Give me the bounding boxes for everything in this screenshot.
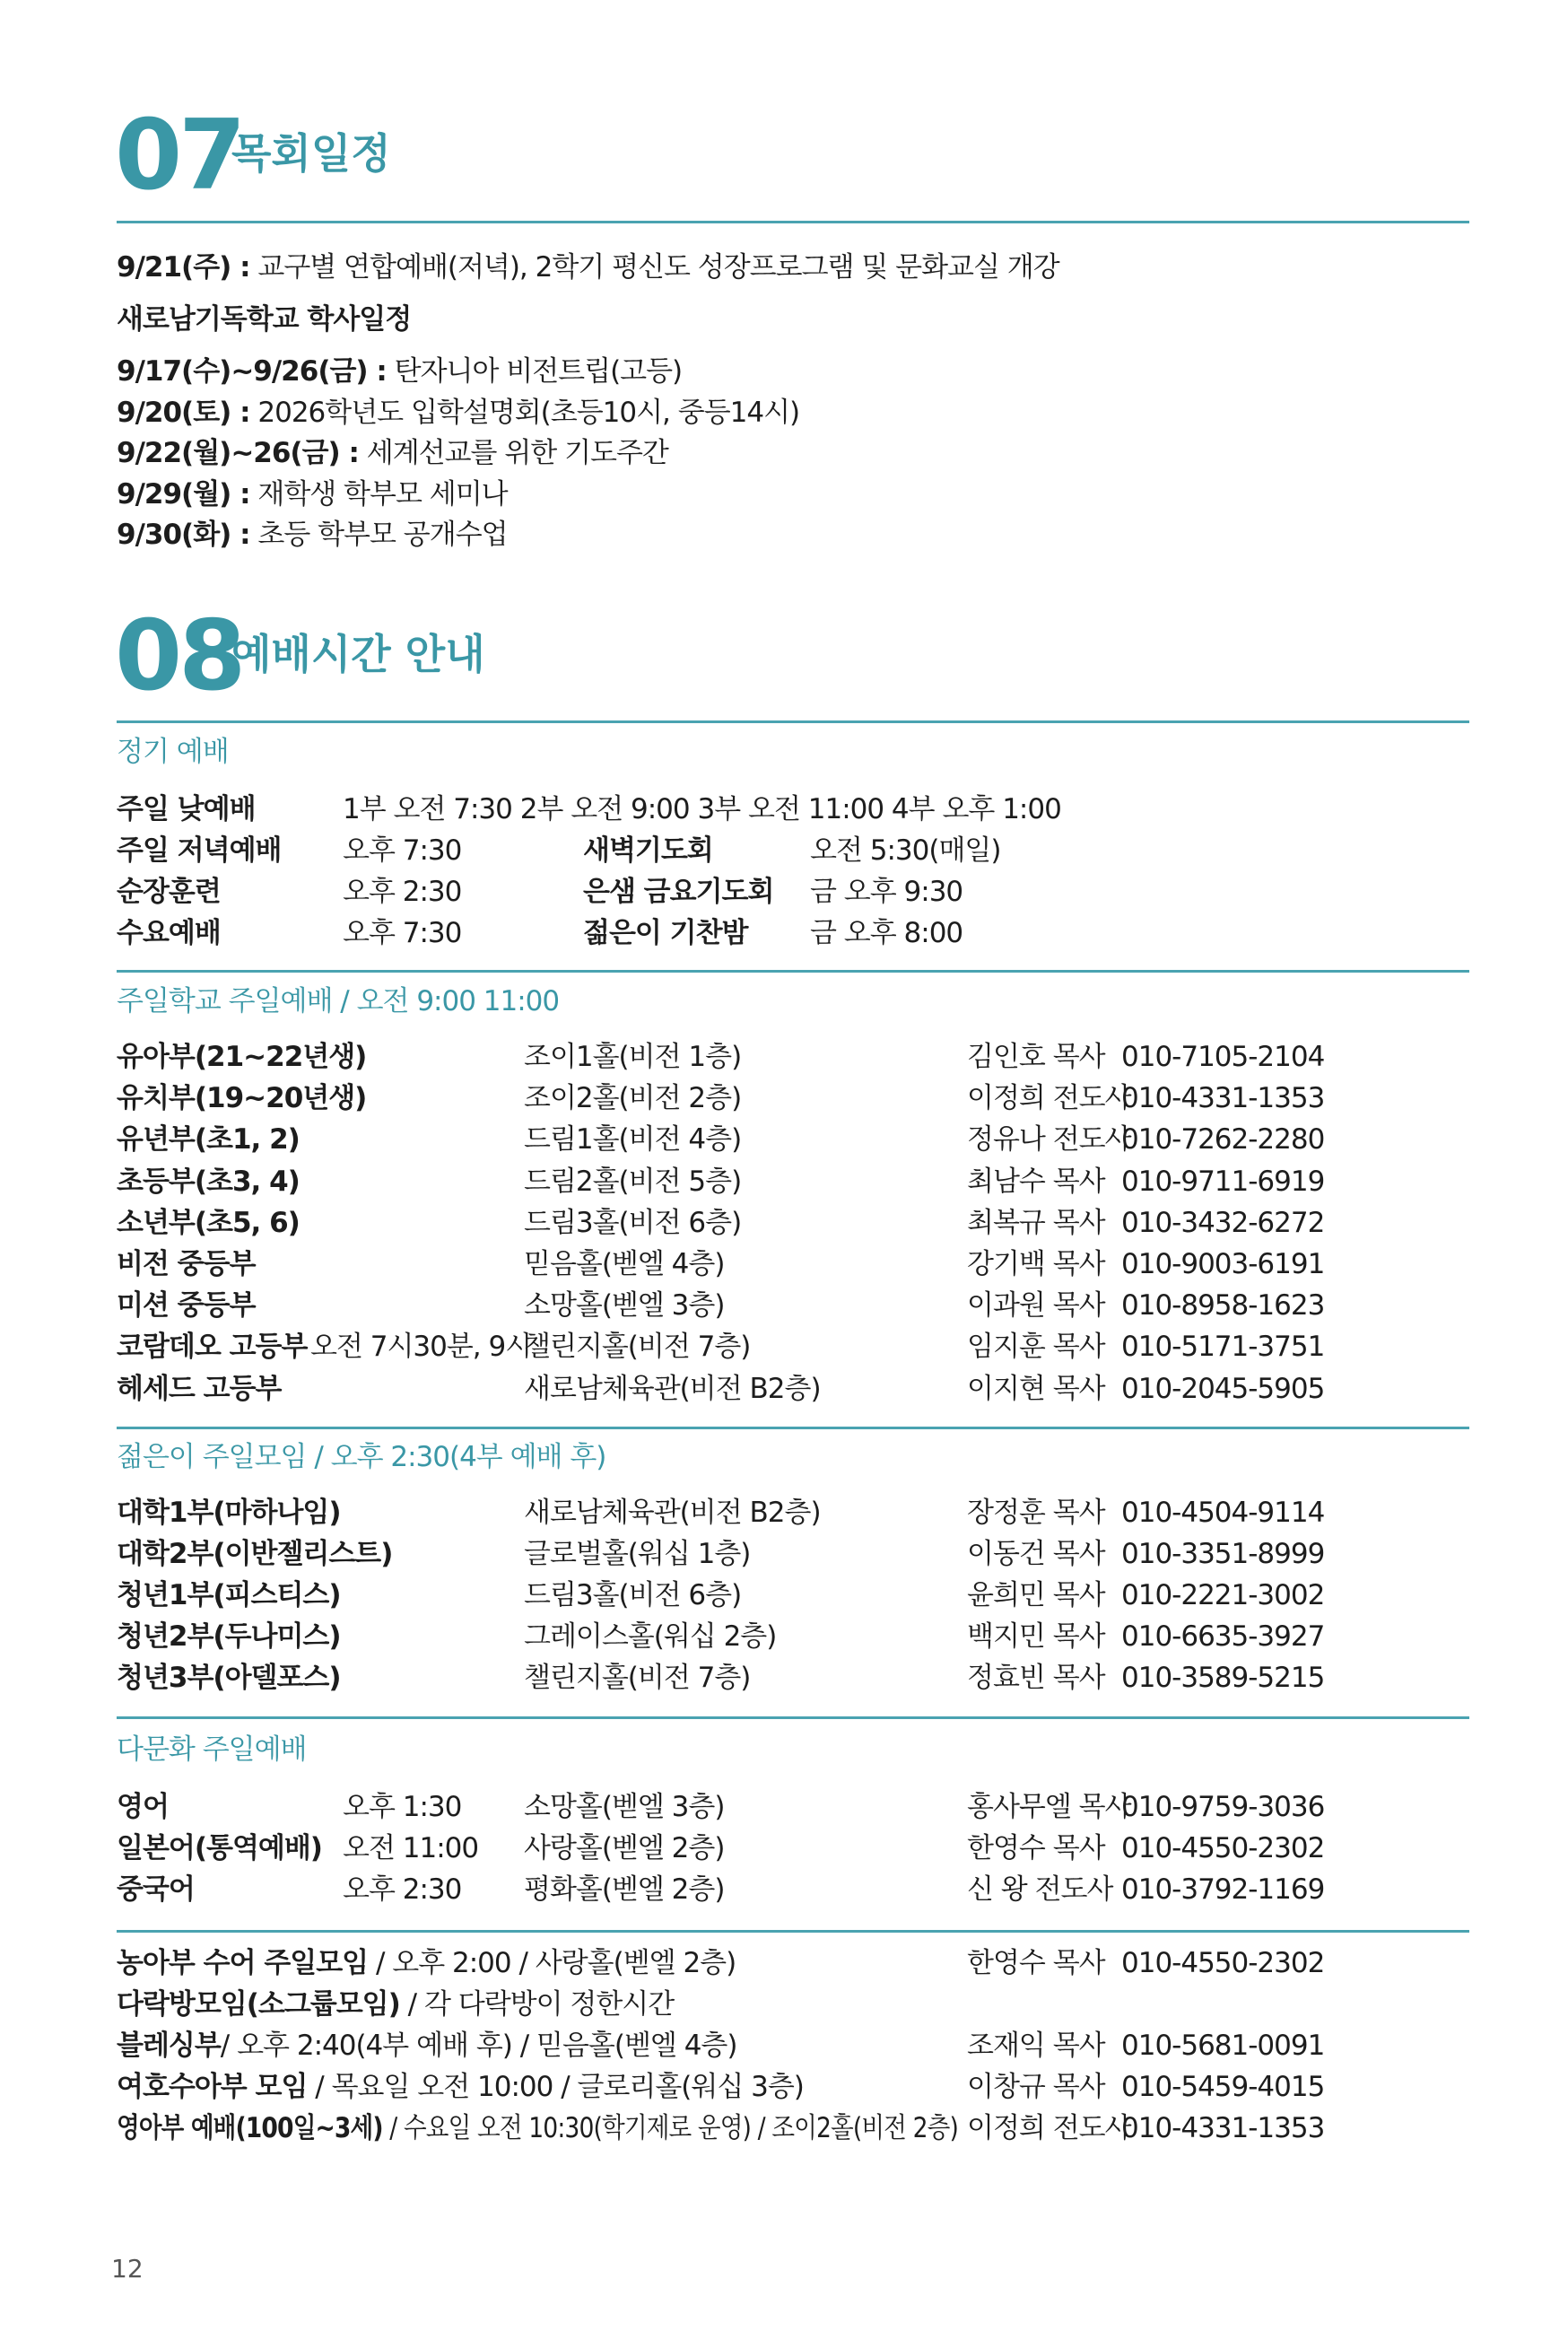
dept-place: 조이2홀(비전 2층) xyxy=(524,1082,742,1115)
dept-place: 믿음홀(벧엘 4층) xyxy=(524,1248,725,1280)
schedule-date: 9/21(주) : xyxy=(117,251,250,284)
dept-contact: 조재익 목사 xyxy=(967,2030,1105,2062)
dept-phone: 010-7105-2104 xyxy=(1121,1041,1325,1073)
event-date: 9/29(월) : xyxy=(117,477,250,511)
dept-contact: 백지민 목사 xyxy=(967,1620,1105,1653)
dept-phone: 010-5459-4015 xyxy=(1121,2071,1325,2103)
worship-name: 주일 낮예배 xyxy=(117,793,256,825)
sunday-school-label: 주일학교 주일예배 / 오전 9:00 11:00 xyxy=(117,985,560,1017)
divider xyxy=(117,221,1469,223)
divider xyxy=(117,1716,1469,1719)
dept-name: 유년부(초1, 2) xyxy=(117,1123,300,1157)
meeting-detail: / 오후 2:40(4부 예배 후) / 믿음홀(벧엘 4층) xyxy=(220,2030,737,2062)
meeting-detail: / 각 다락방이 정한시간 xyxy=(399,1988,675,2021)
worship-name: 수요예배 xyxy=(117,917,221,949)
meeting-name: 여호수아부 모임 xyxy=(117,2071,308,2103)
school-event xyxy=(117,476,508,512)
dept-name: 청년3부(아델포스) xyxy=(117,1662,341,1694)
worship-time: 오후 7:30 xyxy=(343,917,462,949)
worship-time: 1부 오전 7:30 2부 오전 9:00 3부 오전 11:00 4부 오후 1:00 xyxy=(343,793,1061,825)
event-date: 9/30(화) : xyxy=(117,519,250,551)
dept-place: 평화홀(벧엘 2층) xyxy=(524,1873,725,1906)
dept-phone: 010-4331-1353 xyxy=(1121,1082,1325,1115)
dept-name: 청년2부(두나미스) xyxy=(117,1620,341,1653)
section-07-title: 목회일정 xyxy=(231,129,391,178)
dept-contact: 임지훈 목사 xyxy=(967,1331,1105,1364)
worship-name: 은샘 금요기도회 xyxy=(583,876,774,908)
dept-name: 대학1부(마하나임) xyxy=(117,1497,341,1529)
dept-contact: 이지현 목사 xyxy=(967,1372,1105,1405)
divider xyxy=(117,1930,1469,1933)
worship-time: 오후 2:30 xyxy=(343,1873,462,1906)
dept-contact: 이정희 전도사 xyxy=(967,1082,1131,1115)
dept-time: 오전 7시30분, 9시 xyxy=(310,1331,532,1364)
event-text: 재학생 학부모 세미나 xyxy=(249,477,508,511)
school-event xyxy=(117,517,508,553)
dept-contact: 이과원 목사 xyxy=(967,1289,1105,1323)
worship-name: 새벽기도회 xyxy=(583,834,713,867)
dept-phone: 010-3351-8999 xyxy=(1121,1538,1325,1570)
dept-phone: 010-4504-9114 xyxy=(1121,1497,1325,1529)
event-text: 초등 학부모 공개수업 xyxy=(249,519,508,551)
dept-phone: 010-8958-1623 xyxy=(1121,1289,1325,1323)
worship-time: 오후 2:30 xyxy=(343,876,462,908)
dept-name: 헤세드 고등부 xyxy=(117,1372,282,1405)
dept-phone: 010-6635-3927 xyxy=(1121,1620,1325,1653)
dept-place: 글로벌홀(워십 1층) xyxy=(524,1538,751,1570)
dept-place: 드림3홀(비전 6층) xyxy=(524,1206,742,1239)
event-text: 2026학년도 입학설명회(초등10시, 중등14시) xyxy=(249,396,800,429)
meeting-name: 농아부 수어 주일모임 xyxy=(117,1947,369,1979)
dept-contact: 홍사무엘 목사 xyxy=(967,1791,1131,1823)
dept-contact: 정유나 전도사 xyxy=(967,1123,1131,1157)
multicultural-label: 다문화 주일예배 xyxy=(117,1733,307,1766)
school-heading: 새로남기독학교 학사일정 xyxy=(117,303,412,336)
meeting-info xyxy=(117,1986,674,2022)
dept-phone: 010-3432-6272 xyxy=(1121,1206,1325,1239)
worship-name: 주일 저녁예배 xyxy=(117,834,282,867)
page-number: 12 xyxy=(111,2254,144,2283)
dept-contact: 이정희 전도사 xyxy=(967,2112,1131,2144)
schedule-line xyxy=(117,249,1059,285)
dept-place: 드림1홀(비전 4층) xyxy=(524,1123,742,1157)
meeting-detail: / 목요일 오전 10:00 / 글로리홀(워십 3층) xyxy=(307,2071,804,2103)
event-text: 탄자니아 비전트립(고등) xyxy=(386,355,683,388)
dept-name: 청년1부(피스티스) xyxy=(117,1579,341,1611)
divider xyxy=(117,720,1469,723)
section-08-title: 예배시간 안내 xyxy=(231,630,485,678)
dept-name: 유아부(21~22년생) xyxy=(117,1041,367,1073)
dept-phone: 010-9003-6191 xyxy=(1121,1248,1325,1280)
dept-name: 비전 중등부 xyxy=(117,1248,256,1280)
dept-phone: 010-2045-5905 xyxy=(1121,1372,1325,1405)
event-text: 세계선교를 위한 기도주간 xyxy=(358,437,668,469)
divider xyxy=(117,1427,1469,1429)
dept-contact: 한영수 목사 xyxy=(967,1832,1105,1864)
worship-time: 오전 5:30(매일) xyxy=(810,834,1001,867)
dept-name: 대학2부(이반젤리스트) xyxy=(117,1538,393,1570)
dept-contact: 이동건 목사 xyxy=(967,1538,1105,1570)
dept-contact: 한영수 목사 xyxy=(967,1947,1105,1979)
worship-time: 오후 7:30 xyxy=(343,834,462,867)
language-name: 일본어(통역예배) xyxy=(117,1832,322,1864)
dept-place: 드림2홀(비전 5층) xyxy=(524,1165,742,1198)
worship-name: 젊은이 기찬밤 xyxy=(583,917,748,949)
dept-contact: 윤희민 목사 xyxy=(967,1579,1105,1611)
meeting-info xyxy=(117,2028,736,2064)
dept-name: 초등부(초3, 4) xyxy=(117,1165,300,1198)
event-date: 9/20(토) : xyxy=(117,396,250,429)
event-date: 9/22(월)~26(금) : xyxy=(117,437,359,469)
event-date: 9/17(수)~9/26(금) : xyxy=(117,355,387,388)
dept-place: 조이1홀(비전 1층) xyxy=(524,1041,742,1073)
youth-label: 젊은이 주일모임 / 오후 2:30(4부 예배 후) xyxy=(117,1441,606,1473)
section-07-number: 07 xyxy=(115,100,243,212)
dept-phone: 010-7262-2280 xyxy=(1121,1123,1325,1157)
dept-place: 소망홀(벧엘 3층) xyxy=(524,1289,725,1323)
dept-place: 챌린지홀(비전 7층) xyxy=(524,1331,751,1364)
school-event xyxy=(117,395,799,431)
dept-place: 챌린지홀(비전 7층) xyxy=(524,1662,751,1694)
meeting-name: 영아부 예배(100일~3세) xyxy=(117,2112,383,2144)
language-name: 중국어 xyxy=(117,1873,195,1906)
worship-time: 오후 1:30 xyxy=(343,1791,462,1823)
dept-phone: 010-4331-1353 xyxy=(1121,2112,1325,2144)
dept-phone: 010-3792-1169 xyxy=(1121,1873,1325,1906)
dept-phone: 010-9759-3036 xyxy=(1121,1791,1325,1823)
dept-name: 미션 중등부 xyxy=(117,1289,256,1323)
dept-contact: 이창규 목사 xyxy=(967,2071,1105,2103)
meeting-info xyxy=(117,2110,958,2146)
worship-time: 금 오후 8:00 xyxy=(810,917,963,949)
dept-name: 코람데오 고등부 xyxy=(117,1331,308,1364)
dept-phone: 010-4550-2302 xyxy=(1121,1947,1325,1979)
regular-worship-label: 정기 예배 xyxy=(117,736,229,768)
dept-place: 사랑홀(벧엘 2층) xyxy=(524,1832,725,1864)
dept-contact: 최남수 목사 xyxy=(967,1165,1105,1198)
school-event xyxy=(117,354,682,389)
meeting-info xyxy=(117,2069,804,2105)
dept-place: 소망홀(벧엘 3층) xyxy=(524,1791,725,1823)
dept-name: 소년부(초5, 6) xyxy=(117,1206,300,1239)
worship-time: 오전 11:00 xyxy=(343,1832,479,1864)
school-event xyxy=(117,435,668,471)
meeting-detail: / 수요일 오전 10:30(학기제로 운영) / 조이2홀(비전 2층) xyxy=(382,2112,958,2144)
language-name: 영어 xyxy=(117,1791,169,1823)
meeting-info xyxy=(117,1945,736,1981)
dept-phone: 010-3589-5215 xyxy=(1121,1662,1325,1694)
dept-place: 새로남체육관(비전 B2층) xyxy=(524,1372,821,1405)
dept-contact: 신 왕 전도사 xyxy=(967,1873,1113,1906)
divider xyxy=(117,970,1469,973)
dept-phone: 010-5171-3751 xyxy=(1121,1331,1325,1364)
dept-phone: 010-4550-2302 xyxy=(1121,1832,1325,1864)
section-08-number: 08 xyxy=(115,600,243,712)
dept-phone: 010-2221-3002 xyxy=(1121,1579,1325,1611)
dept-contact: 장정훈 목사 xyxy=(967,1497,1105,1529)
dept-contact: 정효빈 목사 xyxy=(967,1662,1105,1694)
meeting-name: 다락방모임(소그룹모임) xyxy=(117,1988,400,2021)
dept-contact: 최복규 목사 xyxy=(967,1206,1105,1239)
dept-place: 그레이스홀(워십 2층) xyxy=(524,1620,777,1653)
schedule-text: 교구별 연합예배(저녁), 2학기 평신도 성장프로그램 및 문화교실 개강 xyxy=(249,251,1059,284)
dept-contact: 강기백 목사 xyxy=(967,1248,1105,1280)
dept-contact: 김인호 목사 xyxy=(967,1041,1105,1073)
dept-phone: 010-5681-0091 xyxy=(1121,2030,1325,2062)
meeting-detail: / 오후 2:00 / 사랑홀(벧엘 2층) xyxy=(368,1947,736,1979)
dept-place: 드림3홀(비전 6층) xyxy=(524,1579,742,1611)
worship-time: 금 오후 9:30 xyxy=(810,876,963,908)
dept-phone: 010-9711-6919 xyxy=(1121,1165,1325,1198)
dept-name: 유치부(19~20년생) xyxy=(117,1082,367,1115)
dept-place: 새로남체육관(비전 B2층) xyxy=(524,1497,821,1529)
worship-name: 순장훈련 xyxy=(117,876,221,908)
meeting-name: 블레싱부 xyxy=(117,2030,221,2062)
